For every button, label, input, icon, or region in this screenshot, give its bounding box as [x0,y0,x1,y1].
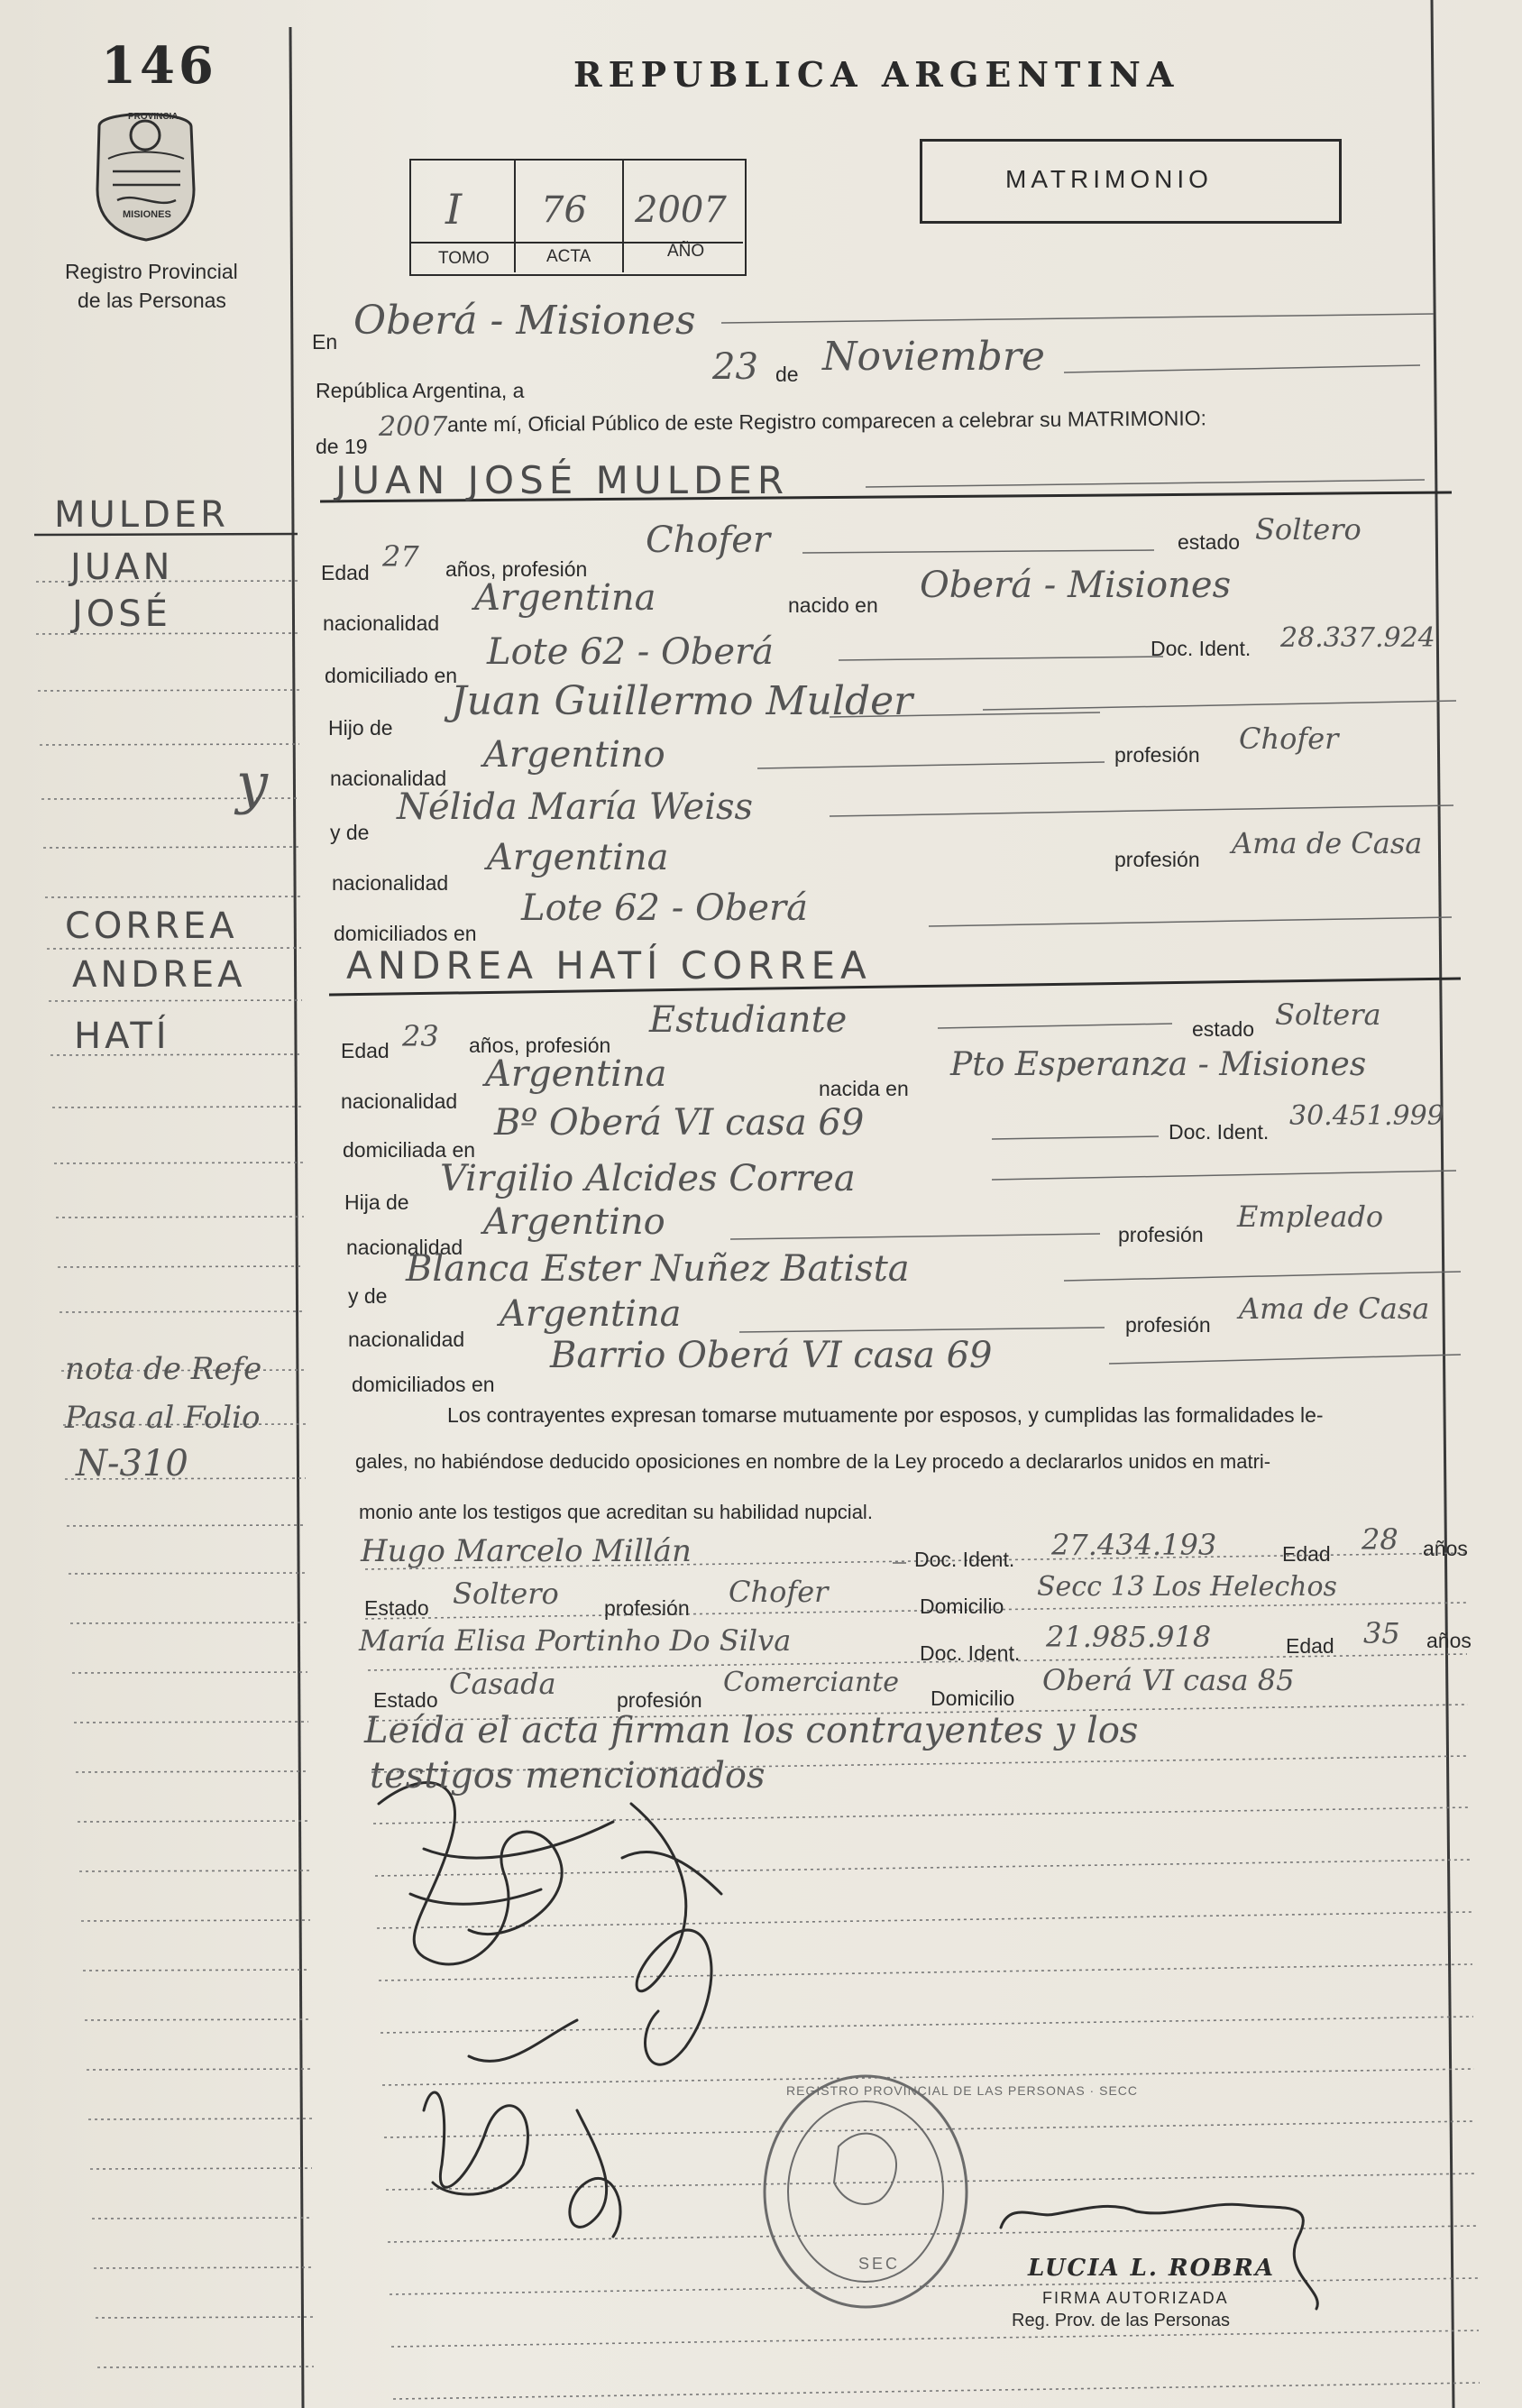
tomo-label: TOMO [438,249,490,268]
witness2-edad-label: Edad [1286,1634,1334,1658]
groom-father-nat-label: nacionalidad [330,767,447,790]
groom-address: Lote 62 - Oberá [487,631,774,673]
groom-mother-nat-label: nacionalidad [332,871,449,895]
groom-parents-dom-label: domiciliados en [334,922,477,945]
bride-parents-address: Barrio Oberá VI casa 69 [550,1335,993,1376]
margin-note-line1: nota de Refe [65,1351,262,1387]
witness1-dom-label: Domicilio [920,1595,1004,1618]
bride-mother-nationality: Argentina [500,1293,682,1335]
declaration-line1: Los contrayentes expresan tomarse mutuamente por esposos, y cumplidas las formalidades le- [447,1403,1324,1427]
witness2-name: María Elisa Portinho Do Silva [359,1623,792,1658]
official-name: LUCIA L. ROBRA [1028,2255,1276,2282]
groom-parents-address: Lote 62 - Oberá [521,887,808,929]
tomo-value: I [445,185,463,234]
bride-doc-label: Doc. Ident. [1169,1120,1270,1144]
margin-groom-name2: JOSÉ [72,593,171,635]
bride-signature [622,1804,721,2064]
bride-estado: Soltera [1275,997,1381,1032]
bride-edad-label: Edad [341,1039,390,1062]
witness2-anos-label: años [1426,1629,1472,1652]
witness1-doc-label: Doc. Ident. [914,1548,1015,1571]
groom-doc-label: Doc. Ident. [1151,637,1252,660]
page-number: 146 [101,36,217,96]
emblem-text-top: PROVINCIA [128,112,179,122]
official-office: Reg. Prov. de las Personas [1012,2311,1230,2330]
groom-anos-profesion-label: años, profesión [445,557,588,581]
office-name-line1: Registro Provincial [65,260,238,283]
groom-domiciliado-label: domiciliado en [325,664,458,687]
witness2-age: 35 [1363,1616,1400,1650]
groom-estado-label: estado [1178,530,1241,554]
bride-nacida-label: nacida en [819,1077,909,1100]
place: Oberá - Misiones [353,298,696,344]
ano-label: AÑO [667,242,705,261]
margin-note-line3: N-310 [76,1443,188,1484]
groom-doc: 28.337.924 [1280,622,1435,654]
witness2-estado: Casada [449,1667,556,1701]
groom-father-profession: Chofer [1239,721,1339,756]
margin-bride-surname: CORREA [65,905,238,947]
year: 2007 [379,411,448,443]
bride-parents-dom-label: domiciliados en [352,1373,495,1396]
bride-domiciliada-label: domiciliada en [343,1138,476,1162]
witness1-anos-label: años [1423,1537,1468,1560]
bride-father-nat-label: nacionalidad [346,1236,463,1259]
stamp-inner-text: SEC [858,2255,901,2273]
witness2-dom-label: Domicilio [931,1687,1015,1710]
groom-father-nationality: Argentino [483,734,665,776]
bride-nationality: Argentina [485,1053,667,1095]
declaration-line2: gales, no habiéndose deducido oposiciones en nombre de la Ley procedo a declararlos unidos en matri- [355,1450,1271,1473]
witness1-doc: 27.434.193 [1051,1528,1217,1562]
acta-value: 76 [541,189,587,231]
groom-hijo-label: Hijo de [328,716,393,740]
groom-mother-nationality: Argentina [487,837,669,878]
republic-label: República Argentina, a [316,379,525,402]
bride-full-name: ANDREA HATÍ CORREA [346,943,872,988]
bride-mother-prof-label: profesión [1125,1313,1211,1337]
country-heading: REPUBLICA ARGENTINA [573,54,1180,95]
bride-anos-profesion-label: años, profesión [469,1034,611,1057]
month: Noviembre [822,334,1045,380]
bride-father: Virgilio Alcides Correa [440,1158,856,1199]
de-label: de [775,363,799,386]
provincial-emblem [97,115,194,241]
bride-profession: Estudiante [649,999,848,1041]
witness2-doc-label: Doc. Ident. [920,1641,1021,1665]
groom-edad-label: Edad [321,561,370,584]
margin-conjunction: y [236,750,269,816]
groom-father-prof-label: profesión [1114,743,1200,767]
bride-age: 23 [402,1019,439,1053]
closing-line1: Leída el acta firman los contrayentes y los [364,1710,1139,1751]
groom-mother-profession: Ama de Casa [1232,826,1423,860]
act-type: MATRIMONIO [1005,165,1213,193]
office-name-line2: de las Personas [78,289,226,312]
groom-mother-prof-label: profesión [1114,848,1200,871]
de19-label: de 19 [316,435,368,458]
register-divider-2 [622,161,624,272]
groom-birthplace: Oberá - Misiones [920,565,1232,606]
bride-birthplace: Pto Esperanza - Misiones [950,1046,1367,1083]
witness2-prof-label: profesión [617,1688,702,1712]
bride-nacionalidad-label: nacionalidad [341,1089,458,1113]
bride-mother: Blanca Ester Nuñez Batista [406,1248,910,1290]
bride-father-profession: Empleado [1237,1199,1384,1234]
witness2-address: Oberá VI casa 85 [1042,1663,1295,1697]
bride-doc: 30.451.999 [1289,1100,1444,1132]
stamp-text: REGISTRO PROVINCIAL DE LAS PERSONAS · SECC [786,2083,1139,2098]
bride-mother-nat-label: nacionalidad [348,1328,465,1351]
margin-note-line2: Pasa al Folio [65,1400,261,1436]
witness1-estado-label: Estado [364,1596,429,1620]
margin-bride-name1: ANDREA [72,954,246,996]
margin-bride-name2: HATÍ [74,1016,170,1057]
witness1-address: Secc 13 Los Helechos [1037,1571,1337,1603]
groom-nationality: Argentina [474,577,656,619]
bride-father-prof-label: profesión [1118,1223,1204,1246]
bride-father-nationality: Argentino [483,1201,665,1243]
register-divider-1 [514,161,516,272]
bride-yde-label: y de [348,1284,388,1308]
margin-groom-name1: JUAN [70,547,174,588]
groom-yde-label: y de [330,821,370,844]
margin-groom-surname: MULDER [54,494,229,536]
bride-estado-label: estado [1192,1017,1255,1041]
day: 23 [712,346,758,388]
en-label: En [312,330,338,354]
witness2-profession: Comerciante [723,1667,899,1698]
groom-nacido-label: nacido en [788,593,878,617]
groom-mother: Nélida María Weiss [397,786,754,828]
statement: ante mí, Oficial Público de este Registro comparecen a celebrar su MATRIMONIO: [446,406,1207,437]
ano-value: 2007 [635,189,727,231]
bride-hija-label: Hija de [344,1190,409,1214]
groom-age: 27 [382,539,419,574]
witness1-edad-label: Edad [1282,1542,1331,1566]
bride-address: Bº Oberá VI casa 69 [494,1102,865,1144]
witness2-estado-label: Estado [373,1688,438,1712]
groom-father: Juan Guillermo Mulder [451,678,913,724]
groom-nacionalidad-label: nacionalidad [323,611,440,635]
groom-estado: Soltero [1255,512,1362,547]
groom-full-name: JUAN JOSÉ MULDER [335,458,790,502]
witness2-signature [570,2110,620,2237]
witness1-age: 28 [1362,1522,1398,1557]
bride-mother-profession: Ama de Casa [1239,1291,1430,1326]
groom-profession: Chofer [646,519,771,561]
witness1-name: Hugo Marcelo Millán [361,1533,692,1569]
witness1-signature [424,2020,577,2194]
witness1-prof-label: profesión [604,1596,690,1620]
emblem-text-bottom: MISIONES [123,209,171,220]
witness1-estado: Soltero [453,1576,559,1611]
witness2-doc: 21.985.918 [1046,1620,1212,1654]
witness1-profession: Chofer [729,1575,829,1609]
closing-line2: testigos mencionados [370,1755,766,1797]
acta-label: ACTA [546,247,591,266]
official-title: FIRMA AUTORIZADA [1042,2289,1229,2307]
declaration-line3: monio ante los testigos que acreditan su habilidad nupcial. [359,1501,873,1523]
